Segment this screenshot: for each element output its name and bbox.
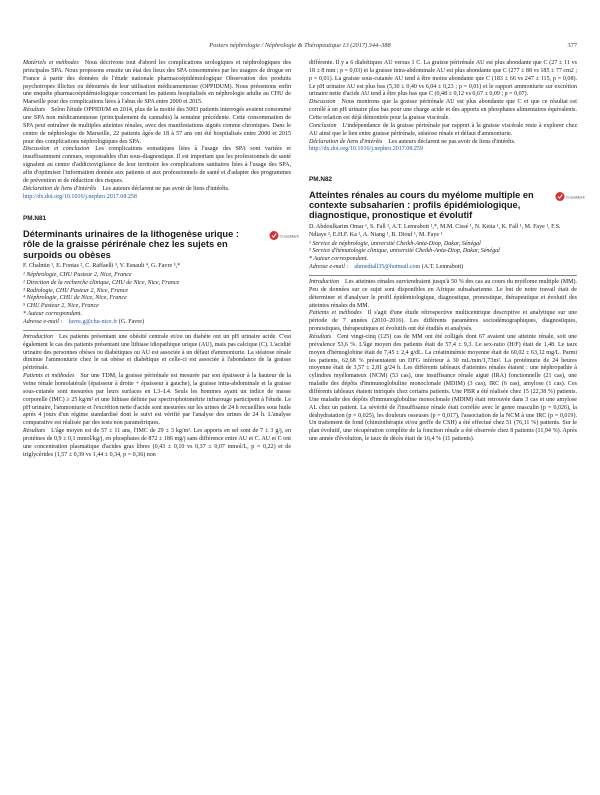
- divider: [23, 330, 291, 331]
- paragraph-discussion: Discussion et conclusion Les complications somatiques liées à l'usage des SPA sont variées et insuffisamment connues, responsables d'un sous-diagnostique. Il est important que les professionnels de santé signalent au centre d'addictovigilance de leur territoire les complications sanitaires liées à l'usage des SPA, afin d'optimiser l'information donnée aux patients et aux professionnels de santé et d'adapter des programmes de prévention et de réduction des risques.: [23, 146, 291, 184]
- running-head: [23, 42, 577, 56]
- paragraph-materiels: Matériels et méthodes Nous décrivons tout d'abord les complications urologiques et néphrologiques des principales SPA. Nous proposons ensuite un état des lieux des SPA consommées par les usagers de drogue en France à partir des données de l'étude nationale pharmacoépidémiologique Observation des produits psychotropes illicites ou détournés de leur utilisation médicamenteuse (OPPIDUM). Nous présentons enfin une enquête pharmacoépidémiologique concernant les patients hospitalisés en néphrologie adulte au CHU de Marseille pour des complications liées à l'abus de SPA entre 2000 et 2015.: [23, 60, 291, 106]
- abstract-code: PM.N81: [23, 215, 47, 223]
- left-column: [23, 60, 299, 460]
- crossmark-icon[interactable]: [269, 229, 299, 242]
- paragraph-resultats: Résultats Cent vingt-cinq (125) cas de MM ont été colligés dont 67 avaient une atteinte rénale, soit une prévalence 53,6 %. L'âge moyen des patients était de 57,4 ± 9,3. Le sex-ratio (H/F) était de 1,48. Le taux moyen d'hémoglobine était de 7,45 ± 2,4 g/dL. La créatininémie moyenne était de 60,02 ± 63,12 mg/L. Parmi les patients, 62,68 % présentaient un DFG inférieur à 30 mL/min/1,73m². La protéinurie de 24 heures moyenne était de 3,57 ± 2,81 g/24 h. Les différents tableaux d'atteintes rénales étaient : une néphropathie à cylindres myélomateux (NCM) (53 cas), une insuffisance rénale aiguë (IRA) fonctionnelle (21 cas), une maladie des dépôts d'immunoglobuline monoclonale (MDIM) (3 cas), IRC (6 cas), amylose (1 cas). Ces différents tableaux étaient intriqués chez certains patients. Une PBR a été réalisée chez 15 (22,38 %) patients. Une maladie des dépôts d'immunoglobuline monoclonale (MDIM) était retrouvée dans 3 cas et une amylose AL chez un patient. La sévérité de l'insuffisance rénale était corrélée avec le genre masculin (p = 0,026), la déshydratation (p = 0,025), les douleurs osseuses (p = 0,017), l'association de la NCM à une IRC (p = 0,019). Un traitement de fond (chimiothérapie et/ou greffe de CSH) a été effectué chez 51 (76,11 %) patients. Sur le plan évolutif, une récupération complète de la fonction rénale a été observée chez 8 patients (11,94 %). Après une année d'évolution, le taux de décès était de 16,4 % (11 patients).: [309, 334, 577, 443]
- author-list: F. Chalmin ¹, E. Fontas ², C. Raffaelli ³, V. Esnault ⁴, G. Favre ⁵,*: [23, 263, 181, 270]
- section-label: Résultats: [23, 107, 46, 114]
- paragraph-introduction: Introduction Les atteintes rénales surviendraient jusqu'à 50 % des cas au cours du myélome multiple (MM). Peu de données sur ce sujet sont disponibles en Afrique subsaharienne. Le but de notre travail était de déterminer et d'analyser le profil épidémiologique, diagnostique, pronostique, thérapeutique et évolutif des atteintes rénales du MM.: [309, 279, 577, 309]
- paragraph-conclusion: Conclusion L'indépendance de la graisse périrénale par rapport à la graisse viscérale reste à explorer chez AU ainsi que le lien entre graisse périrénale, stéatose rénale et défaut d'ammoniurie.: [309, 122, 577, 137]
- affiliation: ⁴ Néphrologie, CHU de Nice, Nice, France: [23, 295, 127, 302]
- paragraph-patients: Patients et méthodes Il s'agit d'une étude rétrospective multicentrique descriptive et analytique sur une période de 7 années (2010–2016). Les différents paramètres sociodémographiques, diagnostiques, pronostiques, thérapeutiques et évolutifs ont été étudiés et analysés.: [309, 310, 578, 333]
- affiliation: ¹ Néphrologie, CHU Pasteur 2, Nice, France: [23, 271, 132, 278]
- email-link[interactable]: favre.g@chu-nice.fr: [68, 319, 118, 326]
- page-number: 377: [567, 42, 577, 49]
- affiliation: ⁵ CHU Pasteur 2, Nice, France: [23, 303, 99, 310]
- right-column: [309, 60, 585, 444]
- section-label: Discussion et conclusion: [23, 146, 90, 153]
- section-label: Résultats: [309, 334, 332, 341]
- paragraph-patients: Patients et méthodes Sur une TDM, la graisse périrénale est mesurée par son épaisseur à la hauteur de la veine rénale homolatérale (épaisseur à droite + épaisseur à gauche), la graisse intra-abdominale et la graisse sous-cutanée sont mesurées par leurs surfaces en L3–L4. Seuls les hommes ayant un indice de masse corporelle (IMC) ≥ 25 kg/m² et une lithiase définie par spectrophotométrie infrarouge participent à l'étude. Le pH urinaire, l'ammoniurie et l'excrétion nette d'acide sont mesurées sur les urines de 24 h recueillies sous huile après 4 jours d'un régime standardisé dont le suivi est vérifié par l'analyse des urines de 24 h. L'analyse comparative est réalisée par des tests non paramétriques.: [23, 373, 291, 427]
- abstract-header: [23, 228, 299, 260]
- paragraph-continuation: différente. Il y a 6 diabétiques AU versus 1 C. La graisse périrénale AU est plus abondante que C (27 ± 11 vs 18 ± 8 mm ; p = 0,03) et la graisse intra-abdominale AU est plus abondante que C (277 ± 88 vs 185 ± 77 cm2 ; p = 0,01). La graisse sous-cutanée AU tend à être moins abondante que C (183 ± 66 vs 247 ± 115, p = 0,08). Le pH urinaire AU est plus bas (5,30 ± 0,40 vs 6,04 ± 0,23 ; p = 0,01) et le rapport ammoniurie sur excrétion urinaire nette d'acide AU tend à être plus bas que C (0,48 ± 0,12 vs 0,67 ± 0,09 ; p = 0,07).: [309, 60, 577, 98]
- affiliation: ² Service d'hématologie clinique, université Cheikh-Anta-Diop, Dakar, Sénégal: [309, 248, 500, 255]
- paragraph-declaration: Déclaration de liens d'intérêts Les auteurs déclarent ne pas avoir de liens d'intérêts.: [23, 185, 230, 192]
- section-label: Discussion: [309, 99, 336, 106]
- corresponding-author-note: * Auteur correspondant.: [309, 256, 368, 263]
- section-label: Résultats: [23, 428, 46, 435]
- svg-text:CrossMark: CrossMark: [279, 233, 299, 239]
- paragraph-resultats: Résultats Selon l'étude OPPIDUM en 2014, plus de la moitié des 5003 patients interrogés avaient consommé une SPA non médicamenteuse (principalement du cannabis) la semaine précédente. Cette consommation de SPA peut entraîner de multiples atteintes rénales, avec des manifestations aiguës comme chroniques. Dans le centre de néphrologie de Marseille, 22 patients âgés de 18 à 57 ans ont été hospitalisés entre 2000 et 2015 pour des complications néphrologiques des SPA.: [23, 107, 291, 145]
- crossmark-icon[interactable]: [555, 190, 585, 203]
- section-label: Déclaration de liens d'intérêts: [309, 138, 383, 145]
- email-line: Adresse e-mail : favre.g@chu-nice.fr (G. Favre): [23, 319, 144, 326]
- section-label: Conclusion: [309, 122, 337, 129]
- section-label: Patients et méthodes: [309, 310, 362, 317]
- section-label: Déclaration de liens d'intérêts: [23, 185, 97, 192]
- doi-link[interactable]: http://dx.doi.org/10.1016/j.nephro.2017.08.259: [309, 146, 423, 153]
- doi-link[interactable]: http://dx.doi.org/10.1016/j.nephro.2017.08.258: [23, 193, 137, 200]
- affiliation: ¹ Service de néphrologie, université Cheikh-Anta-Diop, Dakar, Sénégal: [309, 240, 481, 247]
- paragraph-discussion: Discussion Nous montrons que la graisse périrénale AU est plus abondante que C et que ce résultat est corrélé à un pH urinaire plus bas pour une charge acide et des apports en phosphates alimentaires équivalents. Cette relation est déjà démontrée pour la graisse viscérale.: [309, 99, 577, 122]
- paragraph-resultats: Résultats L'âge moyen est de 57 ± 11 ans, l'IMC de 29 ± 3 kg/m². Les apports en sel sont de 7 ± 3 g/j, en protéines de 0,9 ± 0,1 mmol/kg/j, en phosphates de 872 ± 186 mg/j sans différence entre AU et C. AU et C ont une concentration plasmatique d'acides gras libres (0,43 ± 0,10 vs 0,37 ± 0,07 mmol/L, p = 0,22) et de triglycérides (1,57 ± 0,39 vs 1,44 ± 0,34, p = 0,36) non: [23, 428, 291, 458]
- email-line: Adresse e-mail : ahmedtall35@hotmail.com (A.T. Lemrabott): [309, 264, 464, 271]
- section-label: Introduction: [309, 279, 340, 286]
- corresponding-author-note: * Auteur correspondant.: [23, 311, 82, 318]
- abstract-title: Atteintes rénales au cours du myélome multiple en contexte subsaharien : profils épidémiologique, diagnostique, pronostique et évolutif: [309, 189, 534, 221]
- section-label: Patients et méthodes: [23, 373, 75, 380]
- abstract-code: PM.N82: [309, 176, 333, 184]
- section-label: Matériels et méthodes: [23, 60, 79, 66]
- affiliation: ² Direction de la recherche clinique, CHU de Nice, Nice, France: [23, 279, 180, 286]
- divider: [309, 275, 577, 276]
- section-label: Introduction: [23, 333, 54, 340]
- svg-text:CrossMark: CrossMark: [565, 194, 585, 200]
- email-link[interactable]: ahmedtall35@hotmail.com: [354, 264, 421, 271]
- affiliation: ³ Radiologie, CHU Pasteur 2, Nice, France: [23, 287, 129, 294]
- abstract-title: Déterminants urinaires de la lithogenèse urique : rôle de la graisse périrénale chez les sujets en surpoids ou obèses: [23, 228, 239, 260]
- paragraph-declaration: Déclaration de liens d'intérêts Les auteurs déclarent ne pas avoir de liens d'intérêts.: [309, 138, 516, 145]
- journal-citation: Posters néphrologie / Néphrologie & Thérapeutique 13 (2017) 344–388: [209, 42, 391, 49]
- abstract-header: [309, 189, 585, 221]
- paragraph-introduction: Introduction Les patients présentant une obésité centrale et/ou un diabète ont un pH urinaire acide. C'est également le cas des patients présentant une lithiase idiopathique urique (AU), mais pas calcique (C). L'acidité urinaire des personnes obèses ou diabétiques ou AU est associée à un défaut d'ammoniurie. La stéatose rénale diminue l'ammoniurie chez le rat obèse et diabétique et celle-ci est associée à l'abondance de la graisse périrénale.: [23, 333, 291, 372]
- author-list: D. Abdoulkarim Omar ¹, S. Fall ², A.T. Lemrabott ¹,*, M.M. Cissé ¹, N. Keita ¹, K. Fall ¹, M. Faye ¹, F.S. Ndiaye ², E.H.F. Ka ¹, A. Niang ¹, B. Diouf ¹, M. Faye ¹: [309, 223, 561, 238]
